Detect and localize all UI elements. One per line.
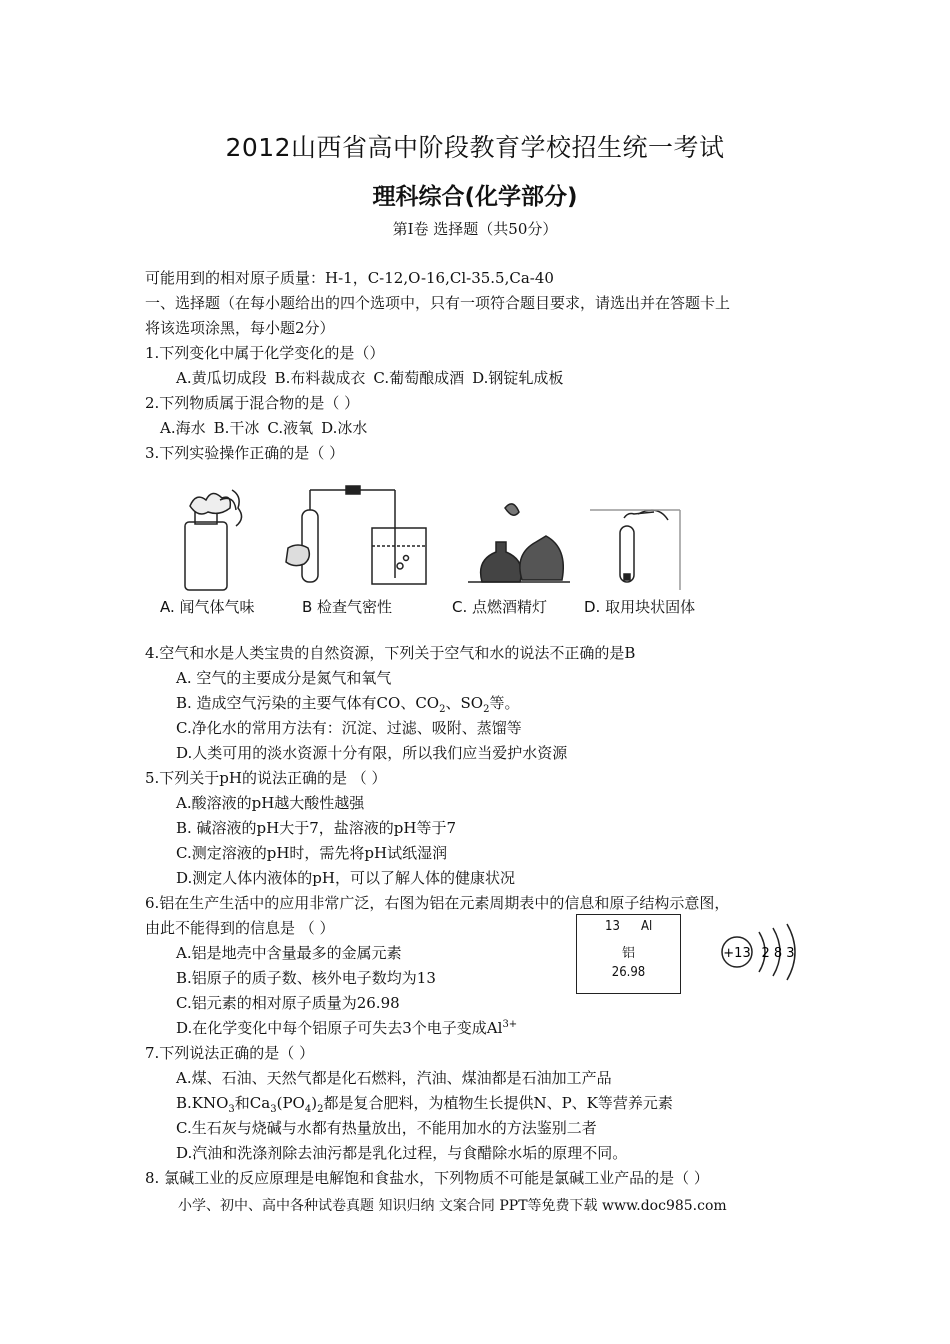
- q7-option-c: C.生石灰与烧碱与水都有热量放出，不能用加水的方法鉴别二者: [176, 1119, 597, 1137]
- block-solid-illustration: [590, 510, 680, 590]
- q7-option-b-text: ): [311, 1094, 318, 1112]
- atomic-number: 13: [605, 919, 620, 934]
- atomic-mass: 26.98: [611, 965, 646, 980]
- q1-option-b: B.布料裁成衣: [274, 369, 366, 387]
- q4-option-b-text: 、SO: [445, 694, 484, 712]
- superscript: 3+: [502, 1019, 518, 1030]
- q5-option-b: B. 碱溶液的pH大于7，盐溶液的pH等于7: [176, 819, 457, 837]
- question-4-stem: 4.空气和水是人类宝贵的自然资源，下列关于空气和水的说法不正确的是B: [145, 644, 636, 662]
- q1-option-a: A.黄瓜切成段: [176, 369, 267, 387]
- lab-operations-figure: [150, 470, 730, 630]
- question-6-stem-1: 6.铝在生产生活中的应用非常广泛，右图为铝在元素周期表中的信息和原子结构示意图，: [145, 894, 730, 912]
- question-5-stem: 5.下列关于pH的说法正确的是 （ ）: [145, 769, 387, 787]
- lab-caption-a: A. 闻气体气味: [160, 598, 255, 616]
- electron-shells: 2 8 3: [761, 946, 795, 961]
- instruction-line-1: 一、选择题（在每小题给出的四个选项中，只有一项符合题目要求，请选出并在答题卡上: [145, 294, 731, 312]
- subscript: 4: [304, 1104, 312, 1115]
- q1-option-d: D.钢锭轧成板: [472, 369, 564, 387]
- q2-option-b: B.干冰: [213, 419, 260, 437]
- question-6-stem-2: 由此不能得到的信息是 （ ）: [145, 919, 335, 937]
- q6-option-a: A.铝是地壳中含量最多的金属元素: [176, 944, 402, 962]
- q4-option-a: A. 空气的主要成分是氮气和氧气: [176, 669, 392, 687]
- q4-option-b-text: 等。: [489, 694, 520, 712]
- q7-option-b-text: 都是复合肥料，为植物生长提供N、P、K等营养元素: [323, 1094, 673, 1112]
- q7-option-a: A.煤、石油、天然气都是化石燃料，汽油、煤油都是石油加工产品: [176, 1069, 612, 1087]
- instruction-line-2: 将该选项涂黑，每小题2分）: [145, 319, 335, 337]
- q7-option-b: [176, 1093, 673, 1113]
- subscript: 3: [228, 1104, 235, 1115]
- section-label: 第Ⅰ卷 选择题（共50分）: [392, 220, 558, 238]
- q6-option-c: C.铝元素的相对原子质量为26.98: [176, 994, 400, 1012]
- exam-subtitle: 理科综合(化学部分): [372, 184, 578, 210]
- q4-option-b: [176, 693, 519, 713]
- q7-option-b-text: B.KNO: [176, 1094, 229, 1112]
- q7-option-b-text: (PO: [276, 1094, 305, 1112]
- atomic-masses: 可能用到的相对原子质量：H-1，C-12,O-16,Cl-35.5,Ca-40: [145, 269, 554, 287]
- q4-option-d: D.人类可用的淡水资源十分有限，所以我们应当爱护水资源: [176, 744, 568, 762]
- aluminum-atom-structure: [715, 920, 815, 985]
- question-1-options: [176, 368, 563, 388]
- q7-option-d: D.汽油和洗涤剂除去油污都是乳化过程，与食醋除水垢的原理不同。: [176, 1144, 628, 1162]
- question-8-stem: 8. 氯碱工业的反应原理是电解饱和食盐水，下列物质不可能是氯碱工业产品的是（ ）: [145, 1169, 709, 1187]
- q6-option-d-text: D.在化学变化中每个铝原子可失去3个电子变成Al: [176, 1019, 503, 1037]
- subscript: 2: [483, 704, 490, 715]
- question-2-options: [160, 418, 367, 438]
- exam-title: 2012山西省高中阶段教育学校招生统一考试: [225, 133, 725, 162]
- subscript: 2: [317, 1104, 324, 1115]
- q7-option-b-text: 和Ca: [234, 1094, 271, 1112]
- q2-option-d: D.冰水: [321, 419, 368, 437]
- smell-gas-illustration: [185, 490, 242, 590]
- aluminum-element-card: [576, 914, 681, 994]
- q5-option-d: D.测定人体内液体的pH，可以了解人体的健康状况: [176, 869, 515, 887]
- element-symbol: Al: [641, 919, 653, 934]
- page-footer: 小学、初中、高中各种试卷真题 知识归纳 文案合同 PPT等免费下载 www.doc985.com: [178, 1198, 727, 1214]
- subscript: 3: [270, 1104, 277, 1115]
- question-7-stem: 7.下列说法正确的是（ ）: [145, 1044, 315, 1062]
- alcohol-lamp-illustration: [468, 504, 570, 582]
- question-1-stem: 1.下列变化中属于化学变化的是（）: [145, 344, 385, 362]
- question-3-stem: 3.下列实验操作正确的是（ ）: [145, 444, 345, 462]
- q4-option-c: C.净化水的常用方法有：沉淀、过滤、吸附、蒸馏等: [176, 719, 522, 737]
- element-name: 铝: [621, 946, 635, 961]
- lab-caption-b: B 检查气密性: [302, 598, 393, 616]
- q5-option-a: A.酸溶液的pH越大酸性越强: [176, 794, 365, 812]
- q1-option-c: C.葡萄酿成酒: [373, 369, 465, 387]
- q5-option-c: C.测定溶液的pH时，需先将pH试纸湿润: [176, 844, 448, 862]
- q2-option-a: A.海水: [160, 419, 206, 437]
- nucleus-charge: +13: [723, 946, 751, 961]
- airtightness-illustration: [286, 486, 426, 584]
- lab-caption-d: D. 取用块状固体: [584, 598, 696, 616]
- q6-option-b: B.铝原子的质子数、核外电子数均为13: [176, 969, 436, 987]
- q2-option-c: C.液氧: [267, 419, 314, 437]
- q6-option-d: [176, 1018, 517, 1038]
- q4-option-b-text: B. 造成空气污染的主要气体有CO、CO: [176, 694, 440, 712]
- lab-caption-c: C. 点燃酒精灯: [452, 598, 548, 616]
- subscript: 2: [439, 704, 446, 715]
- question-2-stem: 2.下列物质属于混合物的是（ ）: [145, 394, 360, 412]
